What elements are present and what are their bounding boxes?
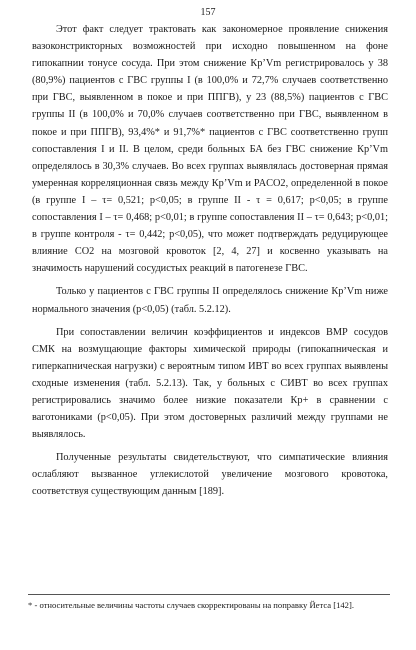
paragraph-3: При сопоставлении величин коэффициентов и индексов ВМР сосудов СМК на возмущающие факторы химической природы (гипокапническая и гиперкапническая нагрузки) с вероятным типом ИВТ во всех группах выявлены сходные изменения (табл. 5.2.13). Так, у больных с CИВТ во всех группах регистрировались значимо более низкие показатели Кр+ в сравнении с ваготониками (p<0,05). При этом достоверных различий между группами не выявлялось.: [32, 326, 388, 441]
footnote-divider: [28, 594, 390, 595]
paragraph-4: Полученные результаты свидетельствуют, что симпатические влияния ослабляют вызванное углекислотой увеличение мозгового кровотока, соответствуя существующим данным [189].: [32, 452, 388, 498]
page-number: 157: [200, 7, 216, 18]
paragraph-1: Этот факт следует трактовать как закономерное проявление снижения вазоконстрикторных возможностей при исходно повышенном на фоне гипокапнии тонусе сосуда. При этом снижение Кр’Vm регистрировалось у 38 (80,9%) пациентов с ГВС группы I (в 100,0% и 72,7% случаев соответственно при ГВС, выявленном в покое и при ППГВ), у 23 (88,5%) пациентов с ГВС группы II (в 100,0% и 70,0% случаев соответственно при ГВС, выявленном в покое и при ППГВ), 93,4%* и 91,7%* пациентов с ГВС соответственно групп сопоставления I и II. В целом, среди больных БА без ГВС снижение Кр’Vm определялось в 30,3% случаев. Во всех группах выявлялась достоверная прямая умеренная корреляционная связь между Кр’Vm и PACO2, определенной в покое (в группе I – τ= 0,521; p<0,05; в группе II - τ = 0,617; p<0,05; в группе сопоставления I – τ= 0,468; p<0,01; в группе сопоставления II – τ= 0,643; p<0,01; в группе контроля - τ= 0,442; p<0,05), что может подтверждать редуцирующее влияние CO2 на мозговой кровоток [2, 4, 27] и косвенно указывать на значимость нарушений сосудистых реакций в патогенезе ГВС.: [32, 24, 388, 275]
paragraph-2: Только у пациентов с ГВС группы II определялось снижение Кр’Vm ниже нормального значения (p<0,05) (табл. 5.2.12).: [32, 286, 388, 315]
body-text: [32, 21, 388, 507]
footnote: * - относительные величины частоты случаев скорректированы на поправку Йетса [142].: [28, 600, 354, 610]
